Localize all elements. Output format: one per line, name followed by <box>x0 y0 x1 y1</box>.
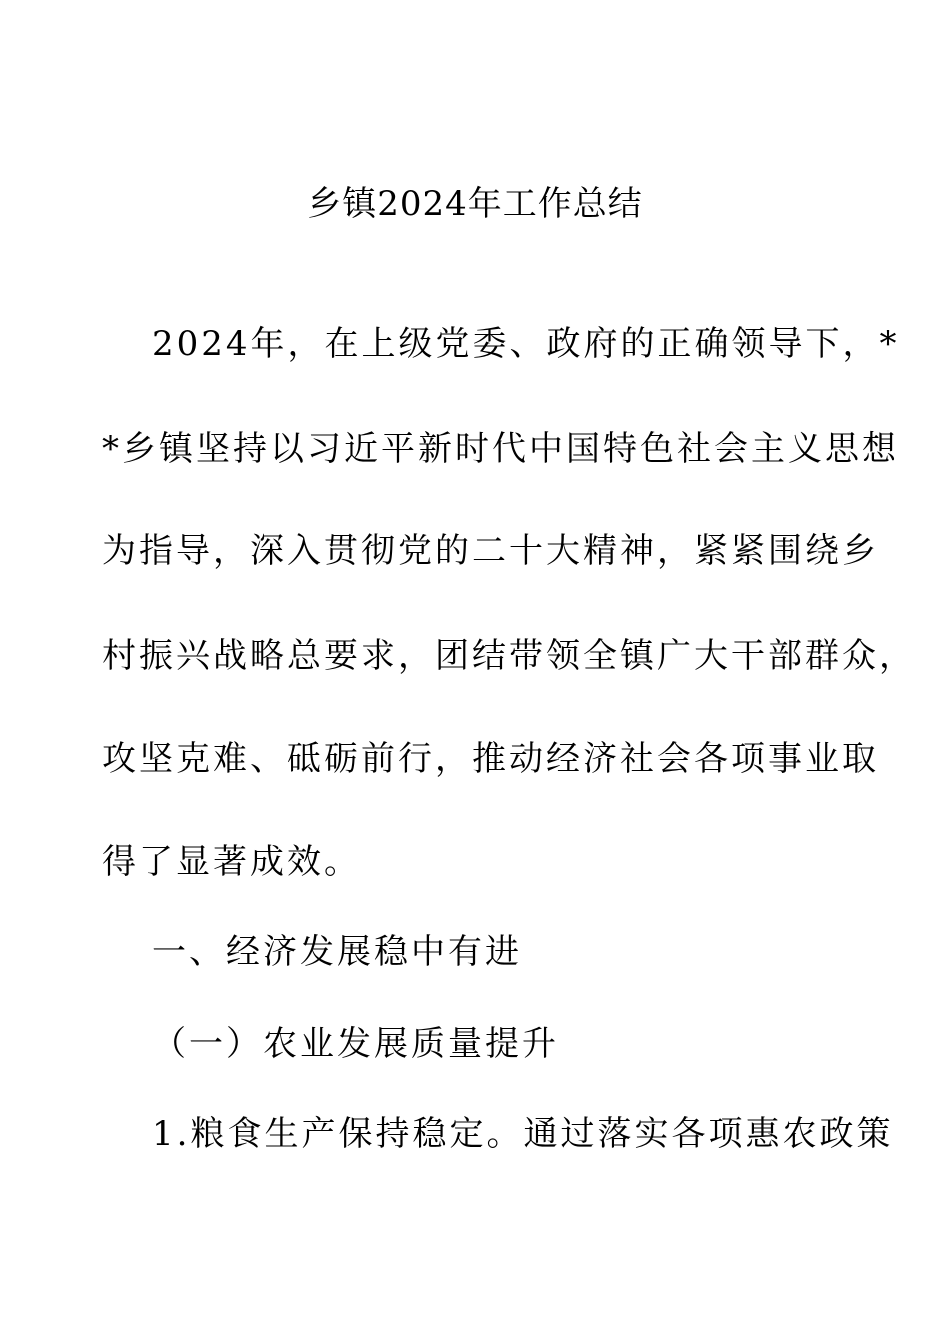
item-paragraph-line: 1.粮食生产保持稳定。通过落实各项惠农政策 <box>152 1114 894 1154</box>
document-title: 乡镇2024年工作总结 <box>307 184 643 224</box>
intro-line-3: 为指导，深入贯彻党的二十大精神，紧紧围绕乡 <box>102 531 879 571</box>
intro-line-6: 得了显著成效。 <box>102 842 361 882</box>
intro-line-2: *乡镇坚持以习近平新时代中国特色社会主义思想 <box>102 429 899 469</box>
subsection-heading: （一）农业发展质量提升 <box>152 1024 559 1064</box>
section-heading: 一、经济发展稳中有进 <box>152 932 522 972</box>
intro-line-4: 村振兴战略总要求，团结带领全镇广大干部群众， <box>102 636 916 676</box>
intro-line-5: 攻坚克难、砥砺前行，推动经济社会各项事业取 <box>102 739 879 779</box>
intro-line-1: 2024年，在上级党委、政府的正确领导下，* <box>152 324 900 364</box>
